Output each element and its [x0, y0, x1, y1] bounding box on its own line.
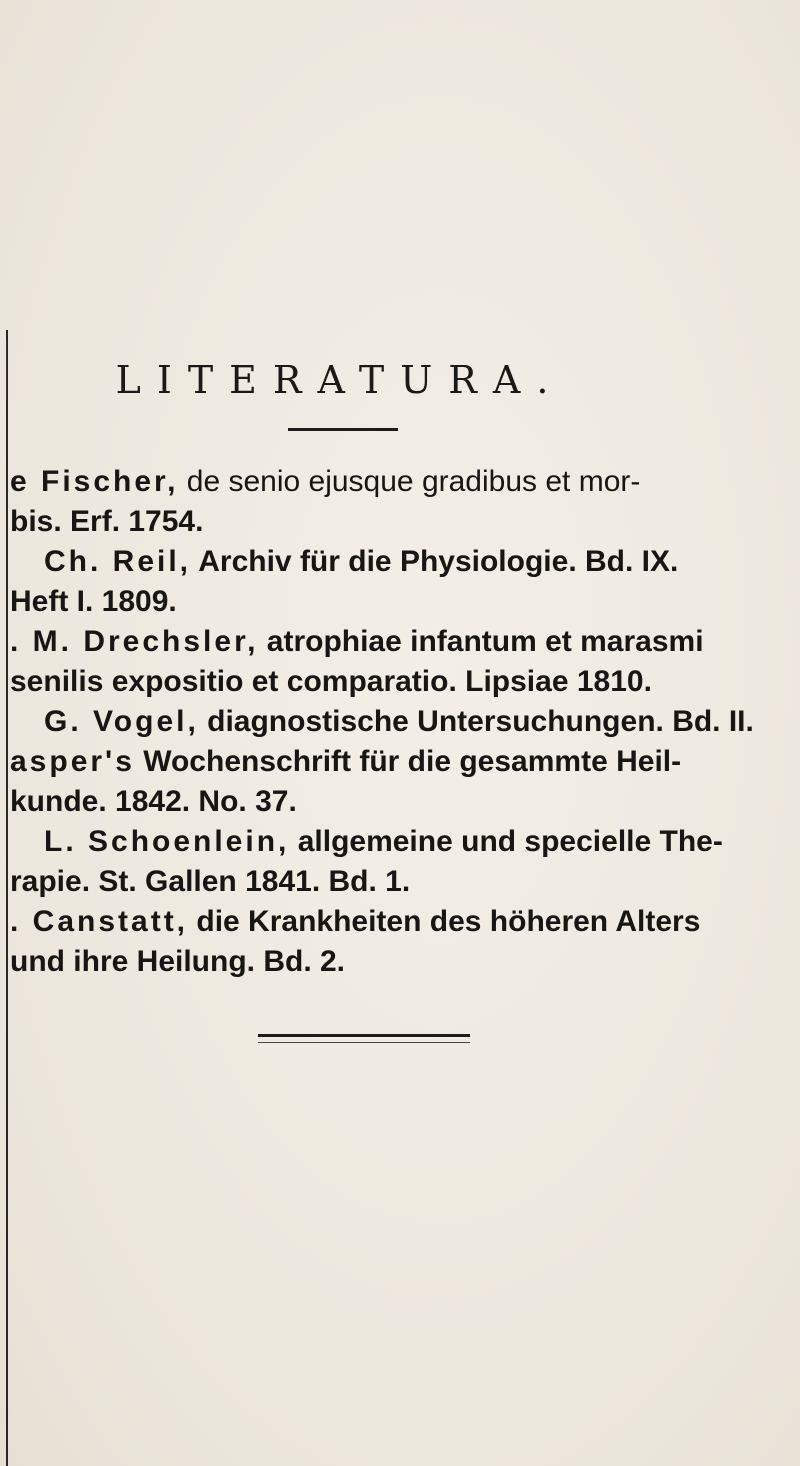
entry-author: . M. Drechsler,	[10, 625, 259, 658]
entry-line	[10, 502, 790, 542]
entry-author: G. Vogel,	[44, 705, 199, 738]
entry-text: Wochenschrift für die gesammte Heil-	[134, 745, 682, 778]
entry-text: die Krankheiten des höheren Alters	[188, 905, 701, 938]
entry-text: und ihre Heilung. Bd. 2.	[10, 945, 346, 978]
entry-text: bis. Erf. 1754.	[10, 505, 204, 538]
entry-line	[10, 702, 790, 742]
bibliography-entry	[10, 462, 790, 542]
entry-author: e Fischer,	[10, 465, 179, 498]
entry-author: asper's	[10, 745, 135, 778]
closing-rule	[258, 1034, 470, 1043]
entry-author: . Canstatt,	[10, 905, 189, 938]
bibliography-entry	[10, 542, 790, 622]
entry-line	[10, 822, 790, 862]
entry-line	[10, 942, 790, 982]
entry-text: kunde. 1842. No. 37.	[10, 785, 297, 818]
entry-text: rapie. St. Gallen 1841. Bd. 1.	[10, 865, 411, 898]
bibliography-entry	[10, 822, 790, 902]
entry-line	[10, 902, 790, 942]
entry-text: allgemeine und specielle The-	[289, 825, 723, 858]
bibliography-entry	[10, 902, 790, 982]
entry-line	[10, 862, 790, 902]
entry-line	[10, 622, 790, 662]
entry-author: L. Schoenlein,	[44, 825, 290, 858]
entry-line	[10, 542, 790, 582]
entry-line	[10, 582, 790, 622]
title-rule	[288, 428, 398, 431]
entry-line	[10, 742, 790, 782]
entry-line	[10, 662, 790, 702]
bibliography-list	[10, 462, 790, 982]
entry-line	[10, 782, 790, 822]
entry-text: atrophiae infantum et marasmi	[258, 625, 704, 658]
entry-author: Ch. Reil,	[44, 545, 192, 578]
entry-text: Heft I. 1809.	[10, 585, 177, 618]
entry-text: senilis expositio et comparatio. Lipsiae 1810.	[10, 665, 652, 698]
bibliography-entry	[10, 702, 790, 742]
bibliography-entry	[10, 742, 790, 822]
page-title: LITERATURA.	[115, 358, 565, 402]
entry-text: de senio ejusque gradibus et mor-	[178, 465, 641, 498]
entry-text: Archiv für die Physiologie. Bd. IX.	[191, 545, 679, 578]
page-gutter-edge	[6, 330, 8, 1466]
entry-text: diagnostische Untersuchungen. Bd. II.	[198, 705, 754, 738]
bibliography-entry	[10, 622, 790, 702]
entry-line	[10, 462, 790, 502]
